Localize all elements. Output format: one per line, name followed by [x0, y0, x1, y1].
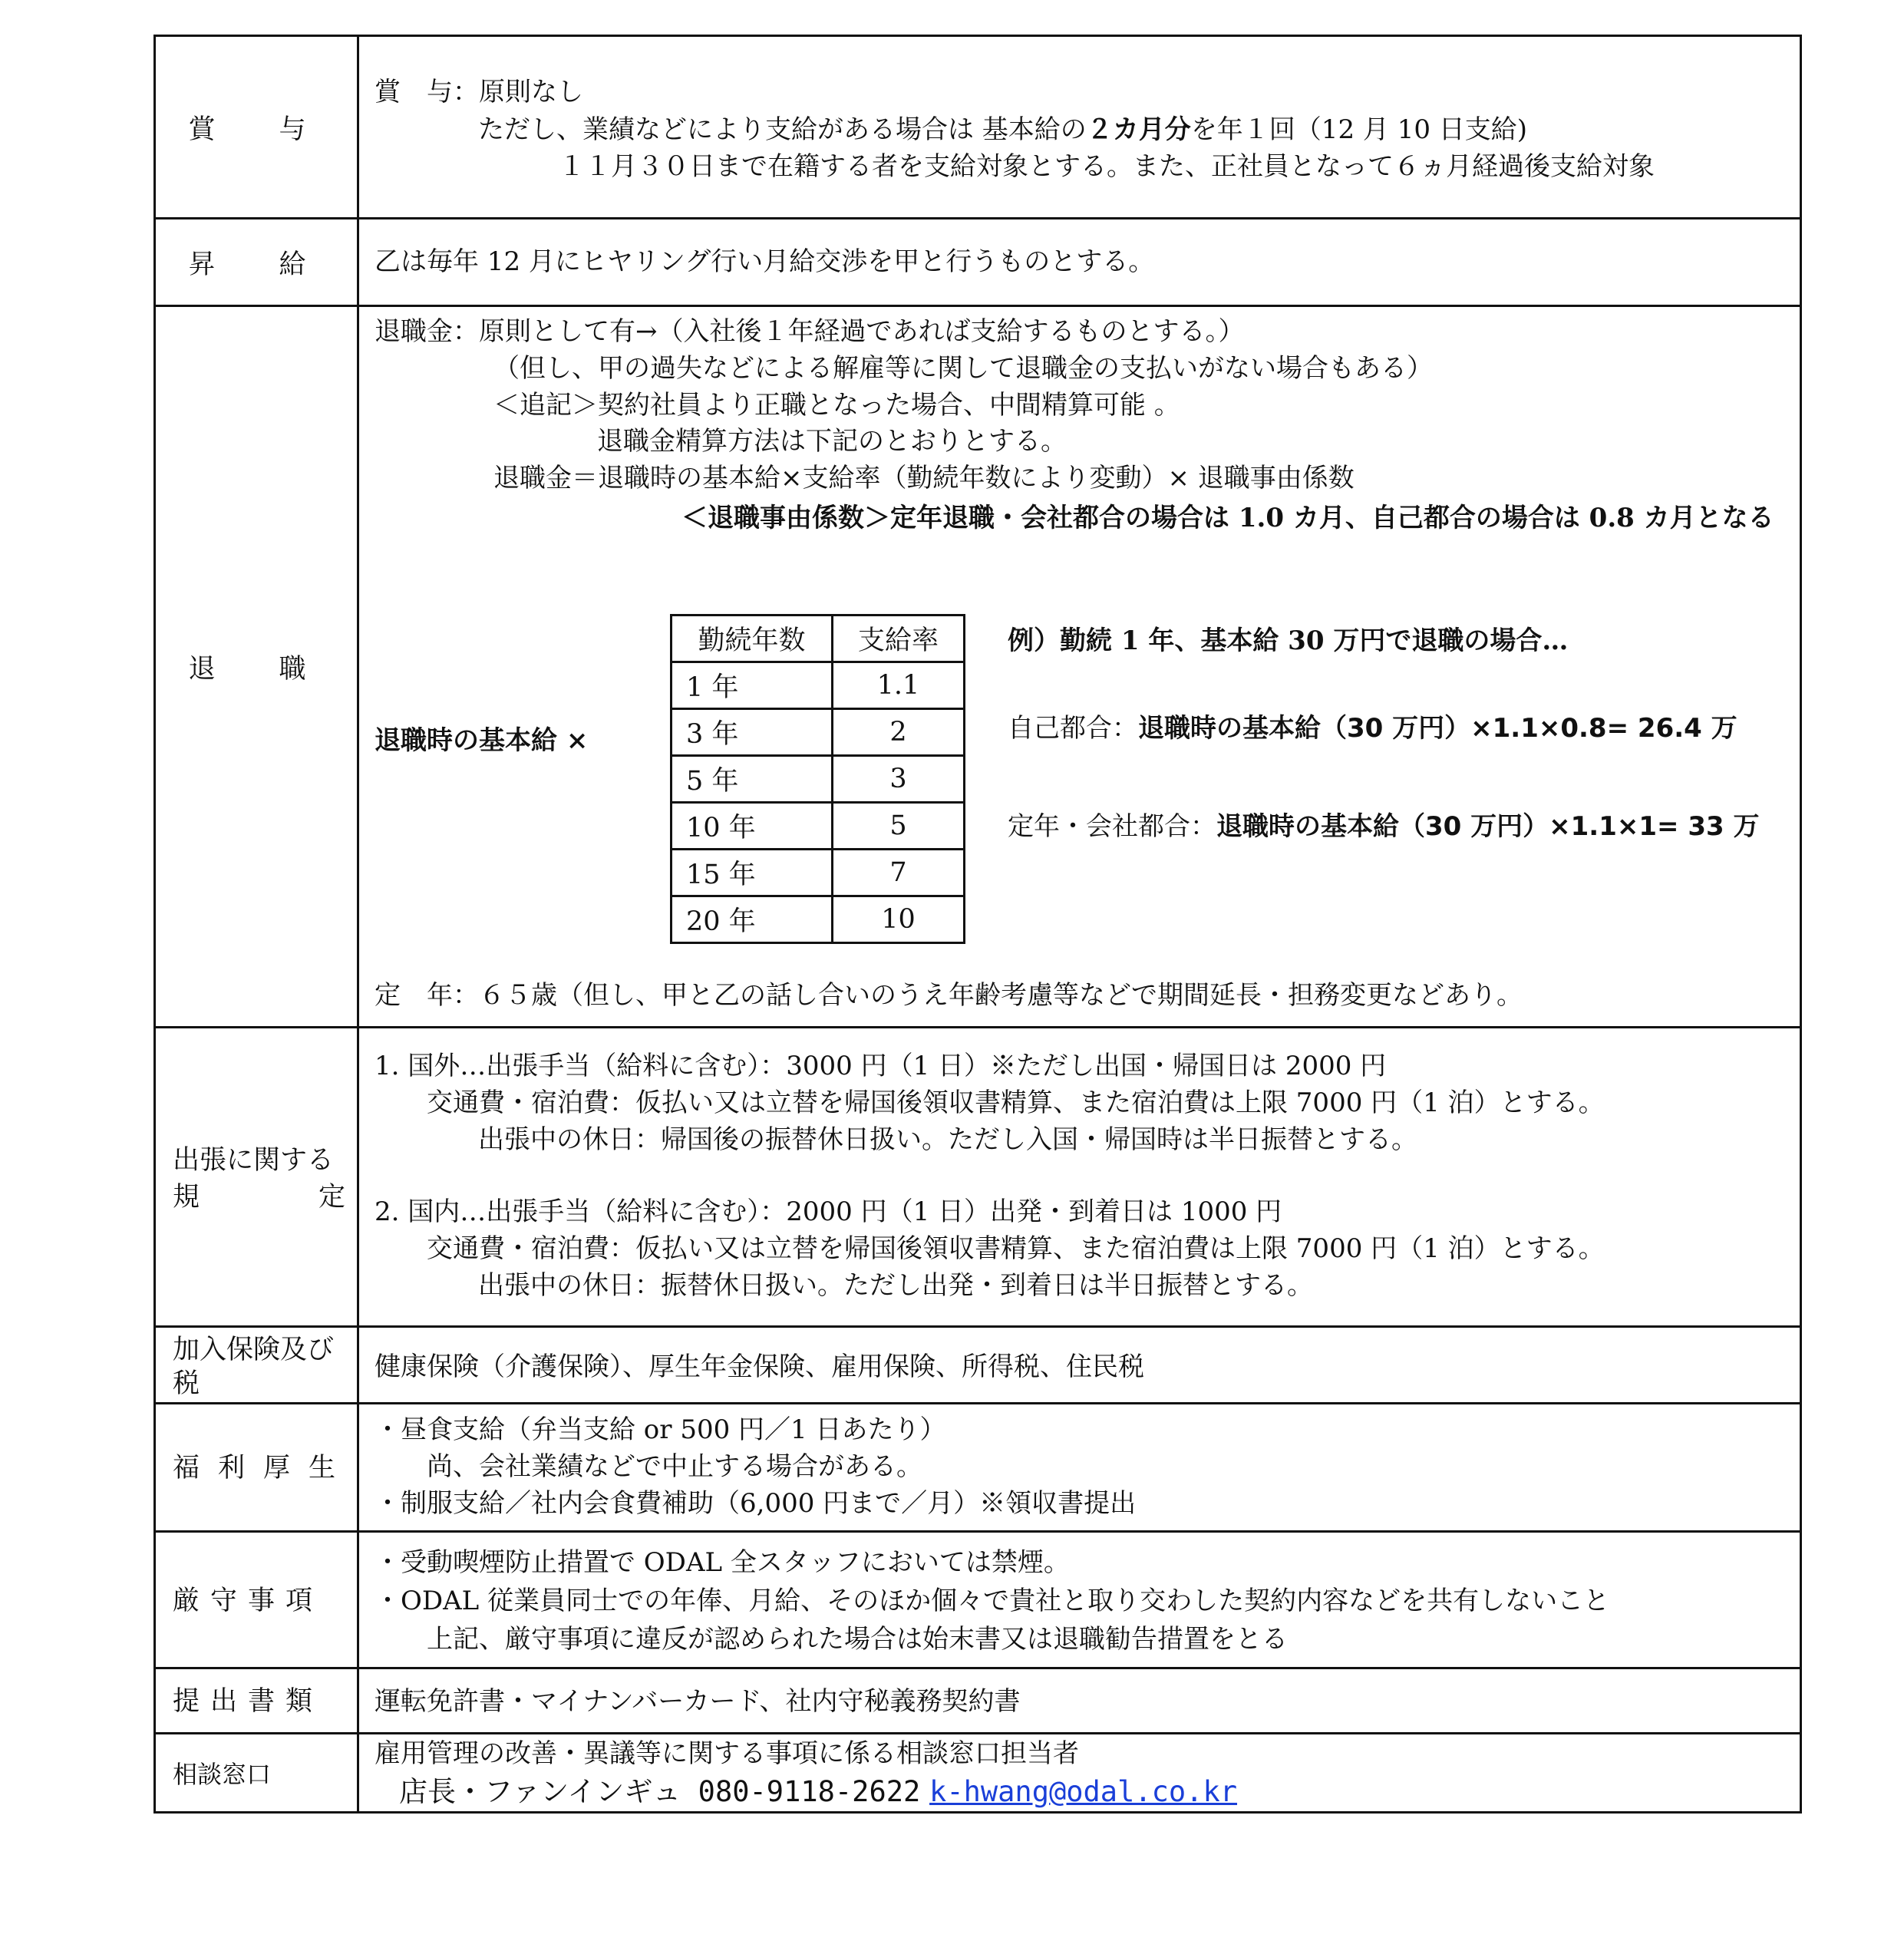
years-cell: 15 年 — [672, 850, 833, 896]
bonus-line-2a: ただし、業績などにより支給がある場合は 基本給の — [478, 114, 1087, 145]
row-welfare — [156, 1404, 1800, 1533]
retirement-line-5: 退職金＝退職時の基本給×支給率（勤続年数により変動）× 退職事由係数 — [493, 463, 1355, 493]
row-consult — [156, 1734, 1800, 1814]
example-self — [1008, 713, 1737, 744]
travel-line-2: 交通費・宿泊費：仮払い又は立替を帰国後領収書精算、また宿泊費は上限 7000 円（1 泊）とする。 — [427, 1087, 1605, 1118]
header-years: 勤続年数 — [672, 616, 833, 662]
header-rate: 支給率 — [833, 616, 965, 662]
content-travel — [359, 1028, 1800, 1325]
retirement-line-6: ＜退職事由係数＞定年退職・会社都合の場合は 1.0 カ月、自己都合の場合は 0.8 カ月となる — [681, 503, 1774, 533]
example-self-formula: 退職時の基本給（30 万円）×1.1×0.8= 26.4 万 — [1138, 713, 1737, 744]
rate-cell: 1.1 — [833, 662, 965, 709]
label-raise: 昇 給 — [156, 219, 359, 305]
row-insurance — [156, 1328, 1800, 1404]
multiplier-label: 退職時の基本給 × — [375, 725, 589, 756]
example-company — [1008, 811, 1760, 842]
rate-cell: 7 — [833, 850, 965, 896]
rate-table-header — [672, 616, 965, 662]
row-compliance — [156, 1533, 1800, 1669]
label-bonus: 賞 与 — [156, 37, 359, 217]
example-title: 例）勤続 1 年、基本給 30 万円で退職の場合… — [1008, 625, 1569, 656]
label-compliance: 厳守事項 — [173, 1586, 324, 1616]
label-compliance-cell — [156, 1533, 359, 1667]
example-company-formula: 退職時の基本給（30 万円）×1.1×1= 33 万 — [1216, 811, 1760, 842]
table-row — [672, 850, 965, 896]
years-cell: 10 年 — [672, 803, 833, 850]
bonus-line-1: 賞 与：原則なし — [375, 77, 583, 107]
example-company-label: 定年・会社都合： — [1008, 811, 1216, 842]
row-retirement — [156, 307, 1800, 1028]
years-cell: 3 年 — [672, 709, 833, 756]
label-travel — [156, 1028, 359, 1325]
retirement-line-3: ＜追記＞契約社員より正職となった場合、中間精算可能 。 — [493, 390, 1180, 421]
content-bonus — [359, 37, 1800, 217]
travel-line-4: 2. 国内…出張手当（給料に含む）：2000 円（1 日）出発・到着日は 1000 円 — [375, 1196, 1282, 1227]
rate-cell: 2 — [833, 709, 965, 756]
travel-line-6: 出張中の休日：振替休日扱い。ただし出発・到着日は半日振替とする。 — [478, 1270, 1313, 1301]
travel-line-5: 交通費・宿泊費：仮払い又は立替を帰国後領収書精算、また宿泊費は上限 7000 円（1 泊）とする。 — [427, 1233, 1605, 1264]
documents-text: 運転免許書・マイナンバーカード、社内守秘義務契約書 — [375, 1686, 1021, 1717]
welfare-line-1: ・昼食支給（弁当支給 or 500 円／1 日あたり） — [375, 1414, 946, 1445]
retirement-line-2: （但し、甲の過失などによる解雇等に関して退職金の支払いがない場合もある） — [493, 353, 1433, 384]
content-consult — [359, 1734, 1800, 1814]
bonus-line-2 — [478, 114, 1528, 145]
rate-cell: 10 — [833, 896, 965, 943]
consult-line-1: 雇用管理の改善・異議等に関する事項に係る相談窓口担当者 — [375, 1738, 1079, 1769]
label-insurance-line2: 税 — [173, 1368, 200, 1399]
years-cell: 5 年 — [672, 756, 833, 803]
welfare-line-2: 尚、会社業績などで中止する場合がある。 — [427, 1451, 922, 1482]
table-row — [672, 662, 965, 709]
content-documents — [359, 1669, 1800, 1732]
bonus-amount: ２カ月分 — [1086, 114, 1191, 145]
label-insurance-line1: 加入保険及び — [173, 1335, 335, 1365]
label-retirement: 退 職 — [156, 307, 359, 1026]
insurance-text: 健康保険（介護保険）、厚生年金保険、雇用保険、所得税、住民税 — [375, 1351, 1144, 1382]
row-travel — [156, 1028, 1800, 1328]
label-welfare-cell — [156, 1404, 359, 1530]
years-cell: 20 年 — [672, 896, 833, 943]
label-travel-line2a: 規 — [173, 1182, 200, 1213]
row-raise — [156, 219, 1800, 307]
bonus-line-2c: を年１回（12 月 10 日支給) — [1190, 114, 1528, 145]
retirement-line-1: 退職金：原則として有→（入社後１年経過であれば支給するものとする。） — [375, 316, 1245, 347]
label-consult-cell — [156, 1734, 359, 1814]
table-row — [672, 803, 965, 850]
compliance-line-3: 上記、厳守事項に違反が認められた場合は始末書又は退職勧告措置をとる — [427, 1624, 1288, 1655]
consult-contact-line — [399, 1777, 1237, 1806]
label-travel-line2b: 定 — [318, 1182, 346, 1213]
example-self-label: 自己都合： — [1008, 713, 1138, 744]
consult-contact: 店長・ファンインギュ 080-9118-2622 — [399, 1775, 921, 1808]
rate-cell: 5 — [833, 803, 965, 850]
table-row — [672, 756, 965, 803]
content-welfare — [359, 1404, 1800, 1530]
welfare-line-3: ・制服支給／社内会食費補助（6,000 円まで／月）※領収書提出 — [375, 1488, 1137, 1519]
terms-table — [153, 35, 1802, 1814]
raise-text: 乙は毎年 12 月にヒヤリング行い月給交渉を甲と行うものとする。 — [375, 246, 1155, 277]
content-retirement — [359, 307, 1800, 1026]
retire-age: 定 年：６５歳（但し、甲と乙の話し合いのうえ年齢考慮等などで期間延長・担務変更などあり。 — [375, 980, 1523, 1011]
label-insurance — [156, 1328, 359, 1402]
row-bonus — [156, 37, 1800, 219]
label-documents-cell — [156, 1669, 359, 1732]
travel-line-1: 1. 国外…出張手当（給料に含む）：3000 円（1 日）※ただし出国・帰国日は 2000 円 — [375, 1051, 1387, 1081]
rate-cell: 3 — [833, 756, 965, 803]
label-welfare: 福利厚生 — [173, 1453, 355, 1484]
compliance-line-1: ・受動喫煙防止措置で ODAL 全スタッフにおいては禁煙。 — [375, 1547, 1070, 1578]
row-documents — [156, 1669, 1800, 1734]
years-cell: 1 年 — [672, 662, 833, 709]
bonus-line-3: １１月３０日まで在籍する者を支給対象とする。また、正社員となって６ヵ月経過後支給対象 — [559, 151, 1655, 182]
travel-line-3: 出張中の休日：帰国後の振替休日扱い。ただし入国・帰国時は半日振替とする。 — [478, 1124, 1417, 1155]
retirement-line-4: 退職金精算方法は下記のとおりとする。 — [597, 426, 1067, 457]
label-documents: 提出書類 — [173, 1686, 324, 1717]
label-travel-line1: 出張に関する — [173, 1145, 335, 1176]
table-row — [672, 896, 965, 943]
table-row — [672, 709, 965, 756]
compliance-line-2: ・ODAL 従業員同士での年俸、月給、そのほか個々で貴社と取り交わした契約内容などを共有しないこと — [375, 1586, 1610, 1616]
label-consult: 相談窓口 — [173, 1760, 272, 1789]
content-compliance — [359, 1533, 1800, 1667]
content-raise — [359, 219, 1800, 305]
consult-email-link[interactable]: k-hwang@odal.co.kr — [929, 1775, 1238, 1808]
rate-table — [670, 614, 965, 944]
content-insurance — [359, 1328, 1800, 1402]
